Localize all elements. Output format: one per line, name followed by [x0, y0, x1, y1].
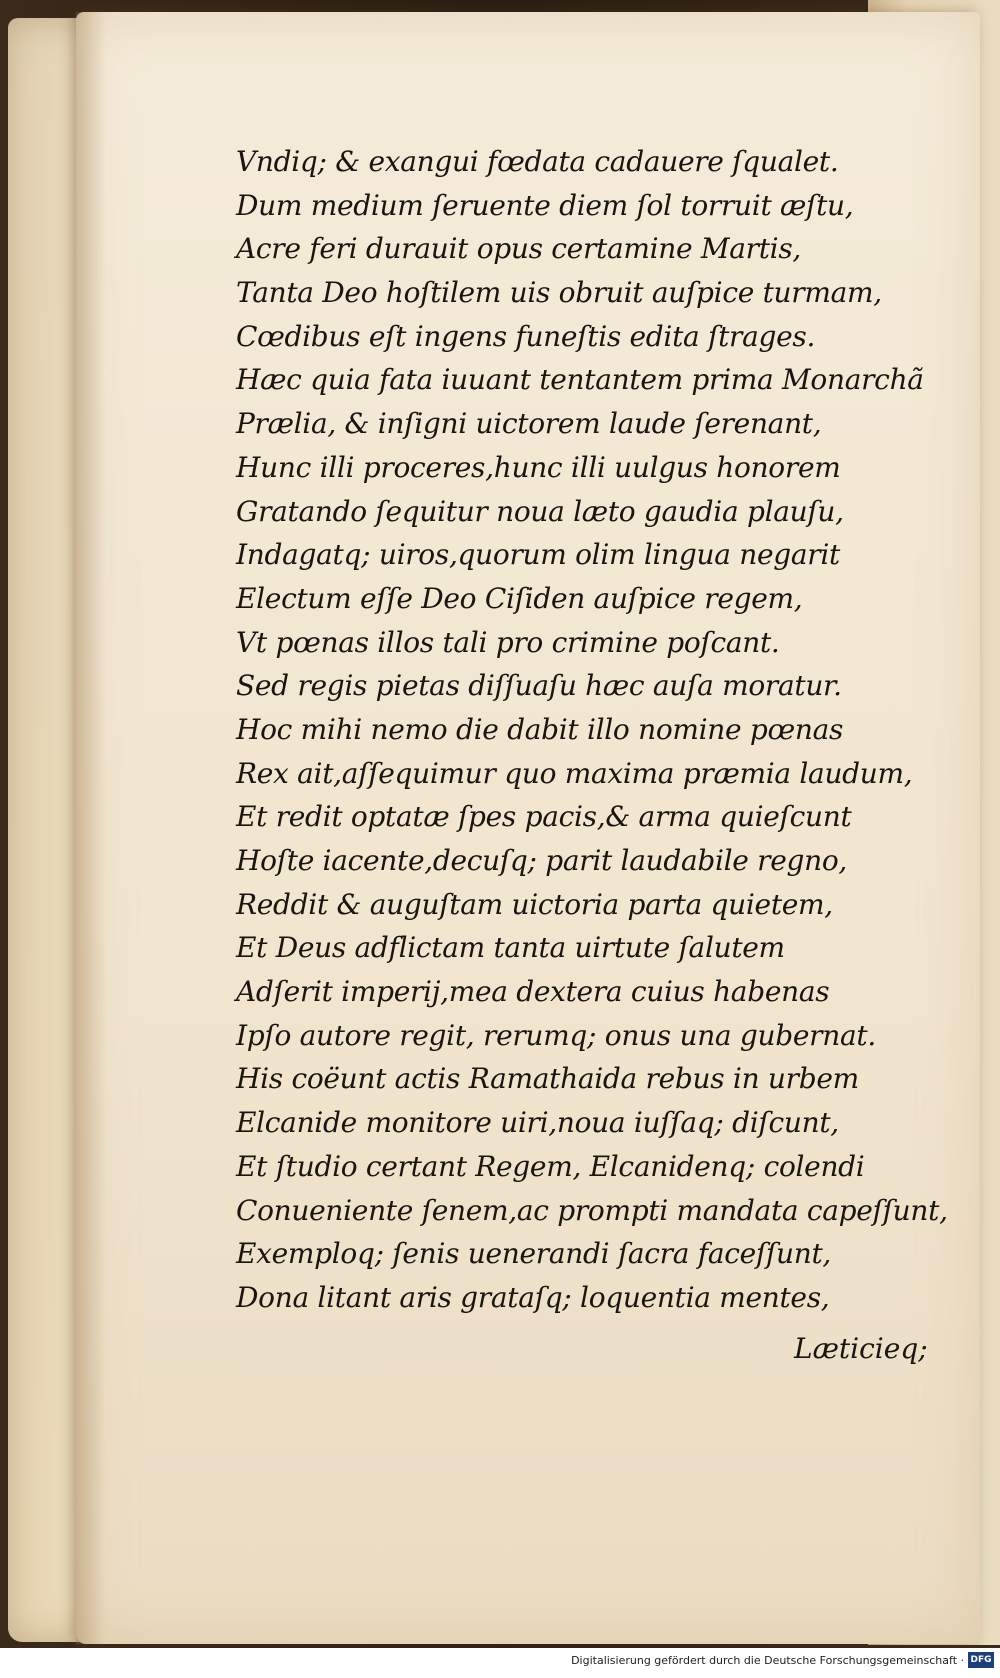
text-line: Hæc quia fata iuuant tentantem prima Monarchã [236, 363, 924, 397]
text-line: Exemploq; ſenis uenerandi ſacra faceſſunt, [236, 1237, 832, 1271]
text-line: Et redit optatæ ſpes pacis,& arma quieſcunt [236, 800, 852, 834]
text-line: Gratando ſequitur noua læto gaudia plauſu, [236, 494, 844, 528]
text-line: Hoc mihi nemo die dabit illo nomine pœnas [236, 712, 844, 746]
text-line: Et Deus adflictam tanta uirtute ſalutem [236, 931, 785, 965]
text-line: Indagatq; uiros,quorum olim lingua negarit [236, 538, 840, 572]
text-line: Vndiq; & exangui fœdata cadauere ſqualet. [236, 145, 839, 178]
text-line: Dum medium ſeruente diem ſol torruit æſtu, [236, 188, 854, 222]
funding-notice: Digitalisierung gefördert durch die Deutsche Forschungsgemeinschaft · [571, 1654, 964, 1667]
text-line: Reddit & auguſtam uictoria parta quietem, [236, 887, 833, 921]
text-line: Vt pœnas illos tali pro crimine poſcant. [236, 625, 780, 659]
text-line: Conueniente ſenem,ac prompti mandata capeſſunt, [236, 1193, 948, 1227]
dfg-logo: DFG [968, 1652, 994, 1668]
poem-text-block [236, 140, 948, 1320]
text-line: Tanta Deo hoſtilem uis obruit auſpice turmam, [236, 276, 882, 310]
text-line: Adſerit imperij,mea dextera cuius habenas [236, 975, 830, 1009]
text-line: Prælia, & inſigni uictorem laude ſerenant, [236, 407, 822, 441]
text-line: Rex ait,aſſequimur quo maxima præmia laudum, [236, 756, 913, 790]
text-line: His coëunt actis Ramathaida rebus in urbem [236, 1062, 859, 1096]
text-line: Hunc illi proceres,hunc illi uulgus honorem [236, 450, 841, 484]
text-line: Cœdibus eſt ingens funeſtis edita ſtrages. [236, 319, 816, 353]
spine-shadow [76, 12, 106, 1644]
text-line: Elcanide monitore uiri,noua iuſſaq; diſcunt, [236, 1106, 839, 1140]
text-line: Sed regis pietas diſſuaſu hæc auſa moratur. [236, 669, 842, 703]
text-line: Ipſo autore regit, rerumq; onus una gubernat. [236, 1018, 876, 1052]
catchword: Læticieq; [794, 1332, 928, 1365]
text-line: Et ſtudio certant Regem, Elcanidenq; colendi [236, 1149, 865, 1183]
text-line: Hoſte iacente,decuſq; parit laudabile regno, [236, 844, 848, 877]
text-line: Electum eſſe Deo Ciſiden auſpice regem, [236, 581, 803, 615]
text-line: Acre feri durauit opus certamine Martis, [236, 232, 802, 266]
text-line: Dona litant aris grataſq; loquentia mentes, [236, 1280, 830, 1314]
digitization-footer [0, 1648, 1000, 1678]
